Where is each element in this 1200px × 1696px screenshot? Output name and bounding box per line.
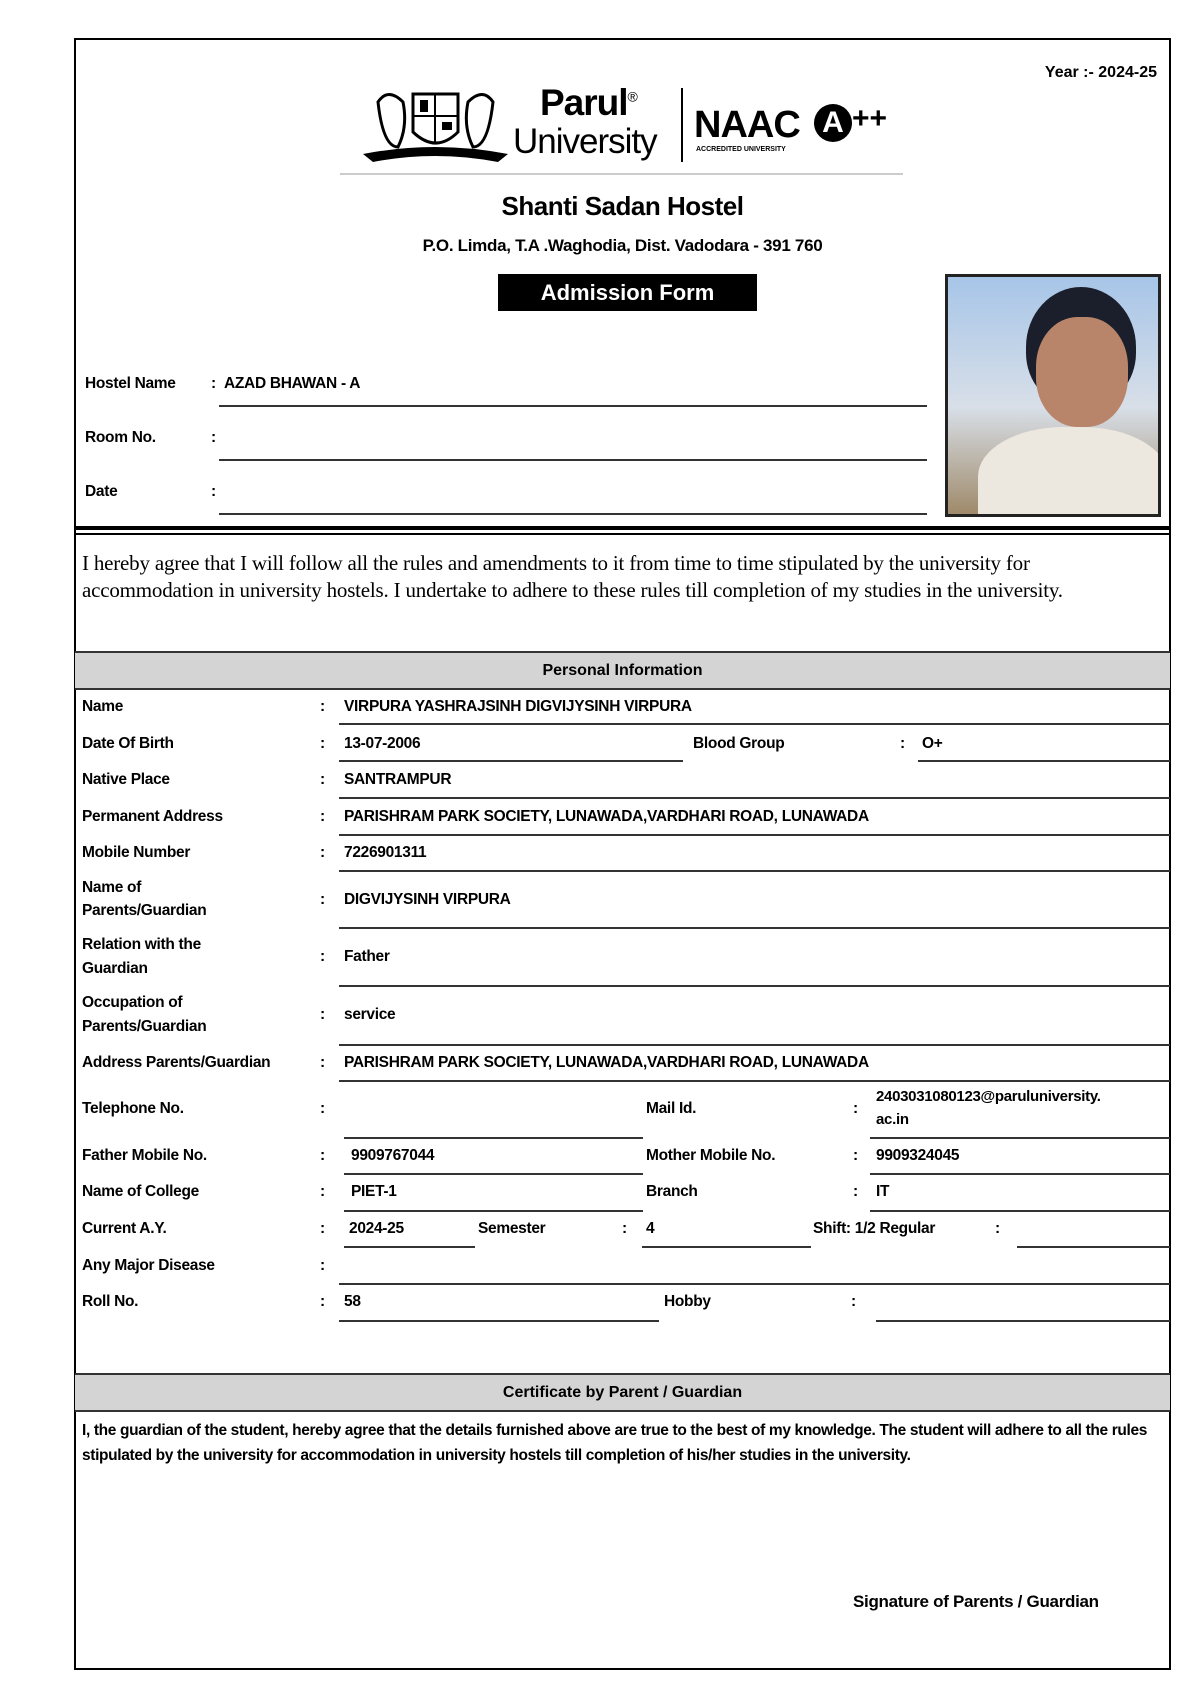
certificate-text: I, the guardian of the student, hereby agree that the details furnished above are true to the best of my knowledge. The student will adhere to all the rules stipulated by the university for accommodation in university hostels till completion of his/her studies in the university. <box>82 1422 1148 1464</box>
father-mobile-value[interactable]: 9909767044 <box>351 1147 435 1164</box>
parent-name-label-2: Parents/Guardian <box>82 902 207 919</box>
name-label: Name <box>82 698 124 715</box>
permanent-address-label: Permanent Address <box>82 808 223 825</box>
colon: : <box>900 735 905 752</box>
relation-label-1: Relation with the <box>82 936 201 953</box>
blood-group-line <box>918 760 1170 762</box>
father-mobile-line <box>344 1173 643 1175</box>
colon: : <box>320 1257 325 1274</box>
naac-subtitle: ACCREDITED UNIVERSITY <box>696 146 786 153</box>
blood-group-value[interactable]: O+ <box>922 735 943 752</box>
semester-line <box>642 1246 811 1248</box>
colon: : <box>320 1054 325 1071</box>
occupation-label-1: Occupation of <box>82 994 183 1011</box>
roll-no-label: Roll No. <box>82 1293 139 1310</box>
telephone-line <box>344 1137 643 1139</box>
date-label: Date <box>85 483 118 500</box>
roll-no-value[interactable]: 58 <box>344 1293 361 1310</box>
certificate-heading: Certificate by Parent / Guardian <box>75 1373 1170 1412</box>
parent-name-value[interactable]: DIGVIJYSINH VIRPURA <box>344 891 511 908</box>
college-value[interactable]: PIET-1 <box>351 1183 397 1200</box>
occupation-line <box>339 1044 1170 1046</box>
date-line <box>219 513 927 515</box>
room-no-colon: : <box>211 429 216 446</box>
mother-mobile-value[interactable]: 9909324045 <box>876 1147 960 1164</box>
semester-label: Semester <box>478 1220 546 1237</box>
colon: : <box>320 891 325 908</box>
parent-address-value[interactable]: PARISHRAM PARK SOCIETY, LUNAWADA,VARDHARI ROAD, LUNAWADA <box>344 1054 869 1071</box>
college-line <box>344 1210 643 1212</box>
mobile-label: Mobile Number <box>82 844 191 861</box>
parent-address-label: Address Parents/Guardian <box>82 1054 271 1071</box>
permanent-address-value[interactable]: PARISHRAM PARK SOCIETY, LUNAWADA,VARDHARI ROAD, LUNAWADA <box>344 808 869 825</box>
mobile-value[interactable]: 7226901311 <box>344 844 427 861</box>
colon: : <box>320 1293 325 1310</box>
relation-line <box>339 985 1170 987</box>
parent-name-label-1: Name of <box>82 879 142 896</box>
colon: : <box>320 1183 325 1200</box>
colon: : <box>320 844 325 861</box>
divider-thick <box>75 526 1170 530</box>
mother-mobile-line <box>870 1173 1170 1175</box>
native-place-line <box>339 797 1170 799</box>
colon: : <box>320 771 325 788</box>
naac-plus: ++ <box>852 102 888 135</box>
hostel-name-colon: : <box>211 375 216 392</box>
logo-brand-bottom: University <box>513 122 657 161</box>
college-label: Name of College <box>82 1183 199 1200</box>
shift-label: Shift: 1/2 Regular <box>813 1220 936 1237</box>
colon: : <box>320 1006 325 1023</box>
mail-value-line-1[interactable]: 2403031080123@paruluniversity. <box>876 1088 1101 1105</box>
colon: : <box>320 735 325 752</box>
naac-grade-badge: A <box>814 104 852 142</box>
mother-mobile-label: Mother Mobile No. <box>646 1147 776 1164</box>
colon: : <box>320 1147 325 1164</box>
room-no-line <box>219 459 927 461</box>
logo-divider <box>681 88 683 162</box>
branch-value[interactable]: IT <box>876 1183 890 1200</box>
name-line <box>339 723 1170 725</box>
mail-value-line-2[interactable]: ac.in <box>876 1111 909 1128</box>
dob-label: Date Of Birth <box>82 735 174 752</box>
semester-value[interactable]: 4 <box>646 1220 655 1237</box>
hostel-address: P.O. Limda, T.A .Waghodia, Dist. Vadodara - 391 760 <box>422 236 823 255</box>
logo-brand-top: Parul <box>540 82 628 123</box>
admission-form-title: Admission Form <box>498 274 757 311</box>
name-value[interactable]: VIRPURA YASHRAJSINH DIGVIJYSINH VIRPURA <box>344 698 692 715</box>
native-place-label: Native Place <box>82 771 170 788</box>
shift-line <box>1017 1246 1170 1248</box>
divider-thin <box>75 533 1170 535</box>
branch-line <box>870 1210 1170 1212</box>
disease-label: Any Major Disease <box>82 1257 215 1274</box>
university-logo <box>358 82 898 170</box>
logo-underline <box>340 173 903 175</box>
date-colon: : <box>211 483 216 500</box>
mail-label: Mail Id. <box>646 1100 697 1117</box>
hostel-name-line <box>219 405 927 407</box>
registered-mark: ® <box>627 88 637 105</box>
native-place-value[interactable]: SANTRAMPUR <box>344 771 452 788</box>
personal-info-heading: Personal Information <box>75 651 1170 690</box>
relation-label-2: Guardian <box>82 960 148 977</box>
signature-label: Signature of Parents / Guardian <box>853 1592 1099 1611</box>
telephone-label: Telephone No. <box>82 1100 184 1117</box>
colon: : <box>853 1147 858 1164</box>
hostel-name-label: Hostel Name <box>85 375 176 392</box>
occupation-label-2: Parents/Guardian <box>82 1018 207 1035</box>
naac-label: NAAC <box>694 104 800 146</box>
dob-line <box>339 760 683 762</box>
mobile-line <box>339 870 1170 872</box>
parent-address-line <box>339 1080 1170 1082</box>
room-no-label: Room No. <box>85 429 156 446</box>
colon: : <box>853 1100 858 1117</box>
colon: : <box>320 808 325 825</box>
parent-name-line <box>339 927 1170 929</box>
disease-line <box>339 1283 1170 1285</box>
current-ay-value[interactable]: 2024-25 <box>349 1220 404 1237</box>
colon: : <box>320 948 325 965</box>
hobby-label: Hobby <box>664 1293 711 1310</box>
father-mobile-label: Father Mobile No. <box>82 1147 207 1164</box>
student-photo <box>945 274 1161 517</box>
agreement-text: I hereby agree that I will follow all the rules and amendments to it from time to time stipulated by the university for accommodation in university hostels. I undertake to adhere to these rules till completion of my studies in the university. <box>82 551 1063 602</box>
colon: : <box>622 1220 627 1237</box>
blood-group-label: Blood Group <box>693 735 785 752</box>
colon: : <box>320 698 325 715</box>
colon: : <box>320 1220 325 1237</box>
permanent-address-line <box>339 834 1170 836</box>
roll-no-line <box>339 1320 659 1322</box>
colon: : <box>995 1220 1000 1237</box>
colon: : <box>851 1293 856 1310</box>
dob-value[interactable]: 13-07-2006 <box>344 735 421 752</box>
colon: : <box>853 1183 858 1200</box>
year-label: Year :- 2024-25 <box>1044 64 1157 81</box>
relation-value[interactable]: Father <box>344 948 390 965</box>
current-ay-line <box>344 1246 475 1248</box>
current-ay-label: Current A.Y. <box>82 1220 167 1237</box>
colon: : <box>320 1100 325 1117</box>
hostel-title: Shanti Sadan Hostel <box>501 191 744 221</box>
hostel-name-value[interactable]: AZAD BHAWAN - A <box>224 375 361 392</box>
mail-line <box>870 1137 1170 1139</box>
crest-icon <box>358 82 513 168</box>
occupation-value[interactable]: service <box>344 1006 396 1023</box>
branch-label: Branch <box>646 1183 698 1200</box>
hobby-line <box>876 1320 1170 1322</box>
